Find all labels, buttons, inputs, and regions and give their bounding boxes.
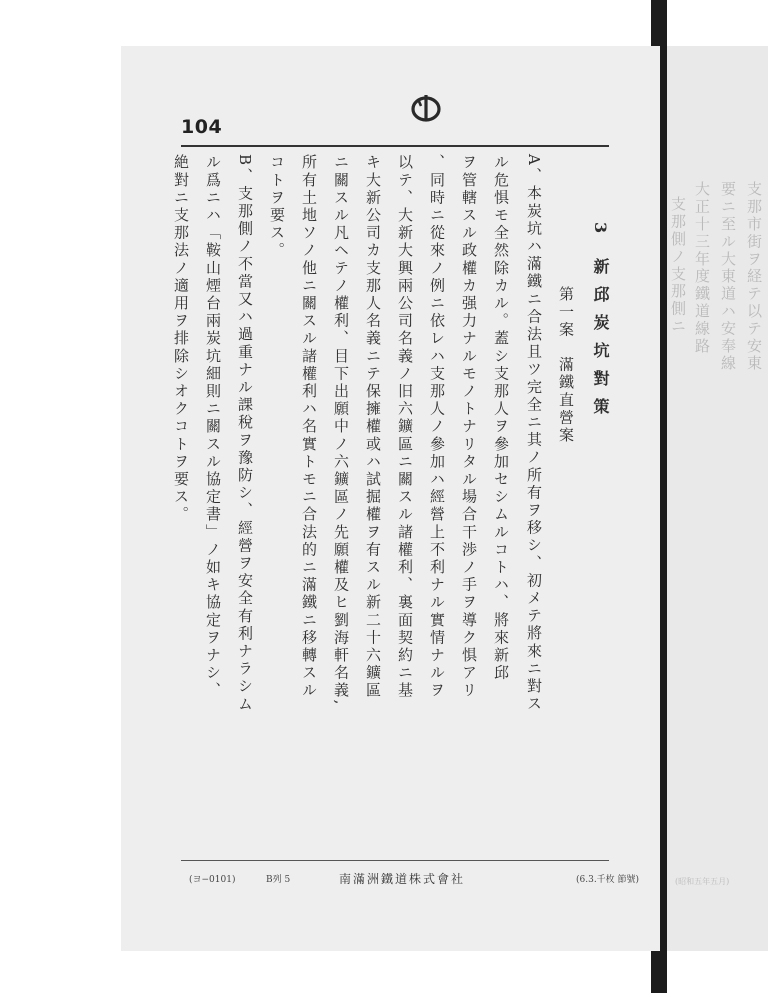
header-rule	[181, 145, 609, 147]
text-column: B、支那側ノ不當又ハ過重ナル課稅ヲ豫防シ、經營ヲ安全有利ナラシム	[236, 154, 254, 714]
adjacent-page	[667, 46, 768, 951]
print-info: (6.3.千枚 節號)	[576, 875, 640, 885]
text-column: 所有土地ソノ他ニ關スル諸權利ハ名實トモニ合法的ニ滿鐵ニ移轉スル	[300, 154, 318, 700]
plan-title: 第一案 滿鐵直營案	[557, 286, 575, 445]
text-column: コトヲ要ス。	[268, 154, 286, 260]
page-number: 104	[181, 116, 223, 138]
document-page	[121, 46, 660, 951]
adjacent-text-column: 大正十三年度鐵道線路	[693, 181, 711, 355]
text-column: キ大新公司カ支那人名義ニテ保擁權或ハ試掘權ヲ有スル新二十六鑛區	[364, 154, 382, 700]
form-code: (ヨ−0101)	[189, 875, 236, 885]
section-number: 3	[591, 222, 610, 246]
footer-rule	[181, 860, 609, 861]
adjacent-text-column: 支那市街ヲ経テ以テ安東	[745, 181, 763, 373]
document-title: 新邱炭坑對策	[591, 258, 610, 426]
mantetsu-emblem-icon	[409, 93, 443, 123]
adjacent-text-column: 支那側ノ支那側ニ	[669, 196, 687, 336]
adjacent-text-column: 要ニ至ル大東道ハ安奉線	[719, 181, 737, 373]
paper-size: B列 5	[266, 875, 291, 885]
text-column: A、本炭坑ハ滿鐵ニ合法且ツ完全ニ其ノ所有ヲ移シ、初メテ將來ニ對ス	[525, 154, 543, 714]
text-column: ル危惧モ全然除カル。蓋シ支那人ヲ參加セシムルコトハ、將來新邱	[492, 154, 510, 682]
adjacent-footer: (昭和五年五月)	[675, 877, 730, 886]
text-column: ヲ管轄スル政權カ强力ナルモノトナリタル場合干渉ノ手ヲ導ク惧アリ	[460, 154, 478, 700]
text-column: ル爲ニハ「鞍山煙台兩炭坑細則ニ關スル協定書」ノ如キ協定ヲナシ、	[204, 154, 222, 700]
text-column: 以テ、大新大興兩公司名義ノ旧六鑛區ニ關スル諸權利、裏面契約ニ基	[396, 154, 414, 700]
text-column: ニ關スル凡ヘテノ權利、目下出願中ノ六鑛區ノ先願權及ヒ劉海軒名義,	[332, 154, 350, 707]
text-column: 、同時ニ從來ノ例ニ依レハ支那人ノ參加ハ經營上不利ナル實情ナルヲ	[428, 154, 446, 700]
text-column: 絶對ニ支那法ノ適用ヲ排除シオクコトヲ要ス。	[172, 154, 190, 524]
company-name: 南滿洲鐵道株式會社	[339, 872, 466, 886]
